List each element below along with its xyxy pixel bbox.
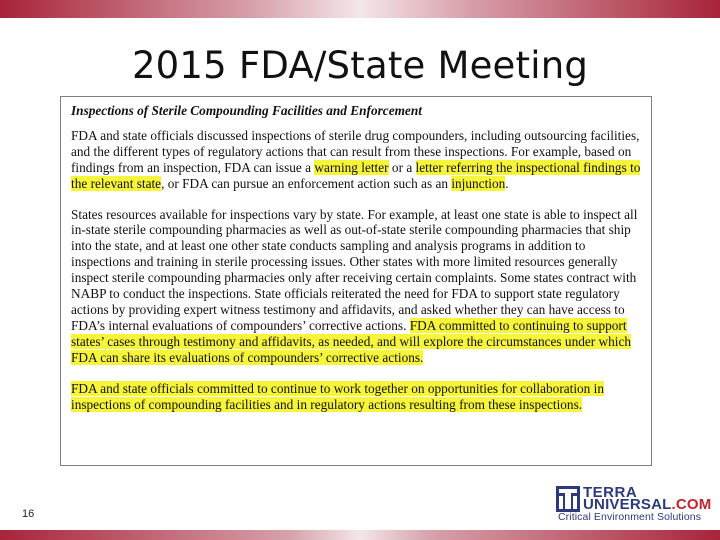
document-heading: Inspections of Sterile Compounding Facilities and Enforcement	[71, 103, 422, 118]
paragraph-1	[71, 128, 643, 192]
logo-wordmark-top: TERRA	[583, 484, 638, 501]
highlighted-text: FDA committed to continuing to support states’ cases through testimony and affidavits, as needed, and will explore the circumstances under which FDA can share its evaluations of compounders’ corrective actions.	[71, 317, 632, 365]
highlighted-text: injunction	[451, 175, 506, 191]
slide-number: 16	[22, 508, 35, 520]
highlighted-text: FDA and state officials committed to continue to work together on opportunities for collaboration in inspections of compounding facilities and in regulatory actions resulting from these inspections.	[71, 380, 604, 412]
paragraph-text: States resources available for inspections vary by state. For example, at least one state is able to inspect all in-state sterile compounding pharmacies as well as out-of-state sterile compounding pharmacies that ship into the state, and at least one other state conducts sampling and analysis programs in addition to inspections and training in sterile processing issues. Other states with more limited resources generally inspect sterile compounding pharmacies only after receiving certain complaints. Some states contract with NABP to conduct the inspections. State officials reiterated the need for FDA to support state regulatory actions by providing expert witness testimony and affidavits, and asked whether they can have access to FDA’s internal evaluations of compounders’ corrective actions.	[71, 206, 638, 333]
highlighted-text: warning letter	[314, 159, 389, 175]
top-accent-bar	[0, 0, 720, 18]
logo-wordmark-main: UNIVERSAL	[583, 496, 672, 513]
paragraph-2	[71, 207, 643, 366]
slide-title: 2015 FDA/State Meeting	[131, 44, 589, 87]
logo-wordmark-accent: .COM	[671, 496, 712, 513]
paragraph-3	[71, 381, 643, 413]
bottom-accent-bar	[0, 530, 720, 540]
paragraph-text: or a	[388, 159, 416, 175]
paragraph-text: .	[505, 175, 509, 191]
logo-tagline: Critical Environment Solutions	[558, 511, 702, 523]
highlighted-text: letter referring the inspectional findings to the relevant state	[71, 159, 641, 191]
paragraph-text: , or FDA can pursue an enforcement action such as an	[161, 175, 452, 191]
document-excerpt	[60, 96, 652, 466]
paragraph-text: FDA and state officials discussed inspections of sterile drug compounders, including outsourcing facilities, and the different types of regulatory actions that can result from these inspections. For example, based on findings from an inspection, FDA can issue a	[71, 127, 640, 175]
terra-universal-logo	[556, 484, 716, 524]
